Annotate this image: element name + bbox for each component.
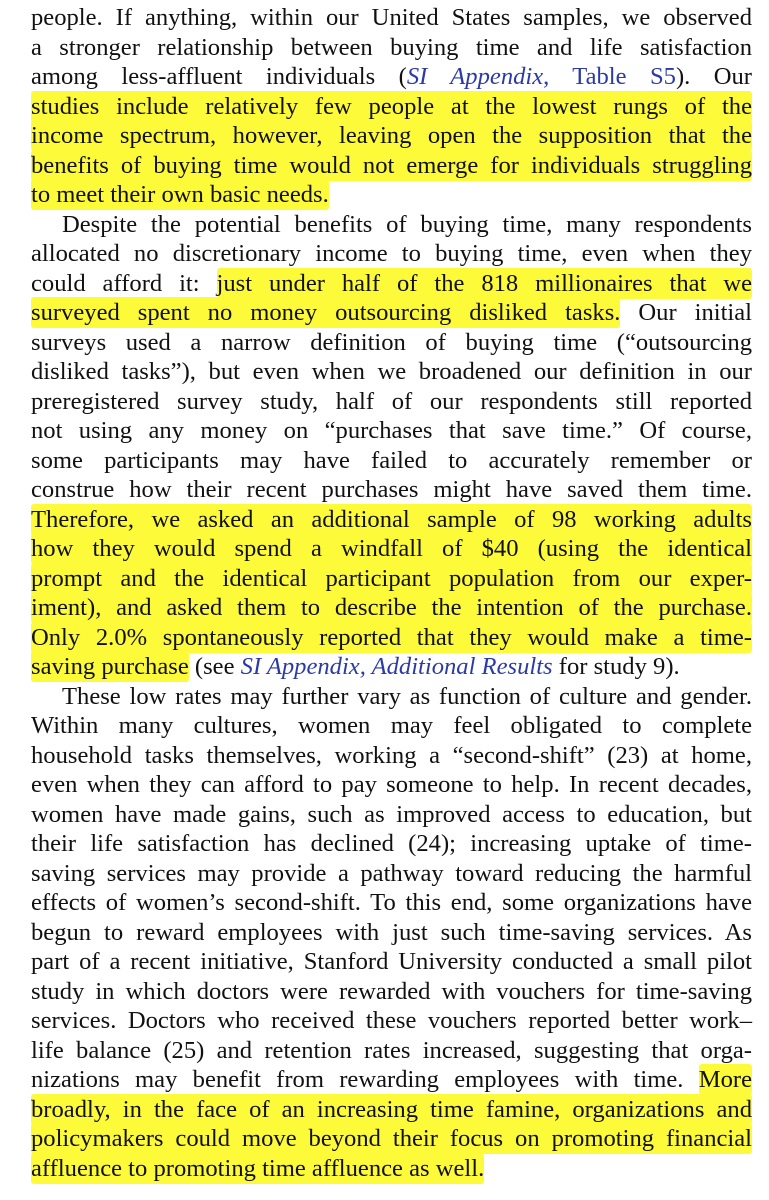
text-line bbox=[31, 652, 752, 682]
text-line bbox=[31, 947, 752, 977]
text-run: These low rates may further vary as function of culture and gender. bbox=[62, 682, 752, 710]
highlighted-text: Therefore, we asked an additional sample of 98 working adults bbox=[31, 505, 752, 533]
text-run: construe how their recent purchases might have saved them time. bbox=[31, 476, 752, 503]
text-line bbox=[31, 505, 752, 535]
highlighted-text: how they would spend a windfall of $40 (using the identical bbox=[31, 535, 752, 562]
text-line bbox=[31, 62, 752, 92]
text-run: their life satisfaction has declined (24); increasing uptake of time- bbox=[31, 830, 752, 857]
text-line bbox=[31, 416, 752, 446]
highlighted-text: affluence to promoting time affluence as well. bbox=[31, 1154, 485, 1182]
highlighted-text: prompt and the identical participant population from our exper- bbox=[31, 564, 752, 592]
text-line bbox=[31, 1006, 752, 1036]
text-run: disliked tasks”), but even when we broadened our definition in our bbox=[31, 358, 752, 385]
highlighted-text: broadly, in the face of an increasing time famine, organizations and bbox=[31, 1095, 752, 1123]
citation-link[interactable] bbox=[407, 63, 543, 90]
citation-link[interactable] bbox=[241, 653, 553, 680]
highlighted-text: iment), and asked them to describe the intention of the purchase. bbox=[31, 594, 752, 621]
text-line bbox=[31, 682, 752, 712]
highlighted-text: Only 2.0% spontaneously reported that they would make a time- bbox=[31, 623, 752, 651]
highlighted-text: More bbox=[698, 1066, 752, 1093]
text-run: Within many cultures, women may feel obligated to complete bbox=[31, 712, 752, 739]
text-run: some participants may have failed to accurately remember or bbox=[31, 446, 752, 474]
text-run: not using any money on “purchases that save time.” Of course, bbox=[31, 417, 752, 444]
text-line bbox=[31, 151, 752, 181]
text-line bbox=[31, 1065, 752, 1095]
text-run: saving services may provide a pathway toward reducing the harmful bbox=[31, 859, 752, 887]
text-line bbox=[31, 859, 752, 889]
text-line bbox=[31, 741, 752, 771]
highlighted-text: benefits of buying time would not emerge for individuals struggling bbox=[31, 151, 752, 179]
text-line bbox=[31, 475, 752, 505]
text-run: (see bbox=[188, 653, 241, 680]
text-line bbox=[31, 180, 752, 210]
text-line bbox=[31, 298, 752, 328]
text-line bbox=[31, 446, 752, 476]
highlighted-text: surveyed spent no money outsourcing disliked tasks. bbox=[31, 299, 621, 326]
text-line bbox=[31, 623, 752, 653]
text-run: even when they can afford to pay someone to help. In recent decades, bbox=[31, 771, 752, 798]
text-run: services. Doctors who received these vouchers reported better work– bbox=[31, 1007, 752, 1034]
text-run: for study 9). bbox=[552, 653, 680, 680]
text-run: surveys used a narrow definition of buying time (“outsourcing bbox=[31, 328, 752, 356]
highlighted-text: policymakers could move beyond their focus on promoting financial bbox=[31, 1125, 752, 1152]
text-line bbox=[31, 210, 752, 240]
text-run: people. If anything, within our United States samples, we observed bbox=[31, 4, 752, 31]
text-line bbox=[31, 239, 752, 269]
text-run: part of a recent initiative, Stanford University conducted a small pilot bbox=[31, 948, 752, 975]
citation-link[interactable]: , Table S5 bbox=[543, 63, 676, 90]
text-run: could afford it: bbox=[31, 269, 217, 297]
text-run: Our initial bbox=[620, 299, 752, 326]
text-line bbox=[31, 387, 752, 417]
text-line bbox=[31, 800, 752, 830]
highlighted-text: income spectrum, however, leaving open the supposition that the bbox=[31, 122, 752, 149]
italic-text: SI Appendix bbox=[406, 63, 544, 90]
text-line bbox=[31, 1154, 752, 1184]
text-run: effects of women’s second-shift. To this end, some organizations have bbox=[31, 889, 752, 916]
highlighted-text: to meet their own basic needs. bbox=[31, 181, 329, 208]
text-line bbox=[31, 534, 752, 564]
text-run: ). Our bbox=[675, 63, 752, 90]
text-run: life balance (25) and retention rates increased, suggesting that orga- bbox=[31, 1036, 752, 1064]
text-line bbox=[31, 328, 752, 358]
text-run: study in which doctors were rewarded with vouchers for time-saving bbox=[31, 977, 752, 1005]
text-line bbox=[31, 1095, 752, 1125]
text-line bbox=[31, 888, 752, 918]
text-line bbox=[31, 593, 752, 623]
highlighted-text: just under half of the 818 millionaires that we bbox=[216, 269, 752, 297]
text-line bbox=[31, 357, 752, 387]
highlighted-text: studies include relatively few people at the lowest rungs of the bbox=[31, 92, 752, 120]
text-line bbox=[31, 711, 752, 741]
text-line bbox=[31, 829, 752, 859]
text-run: allocated no discretionary income to buying time, even when they bbox=[31, 240, 752, 267]
text-line bbox=[31, 1124, 752, 1154]
text-line bbox=[31, 3, 752, 33]
text-line bbox=[31, 918, 752, 948]
text-run: nizations may benefit from rewarding employees with time. bbox=[31, 1066, 699, 1093]
text-line bbox=[31, 1036, 752, 1066]
text-line bbox=[31, 977, 752, 1007]
text-run: preregistered survey study, half of our respondents still reported bbox=[31, 387, 752, 415]
text-run: among less-affluent individuals ( bbox=[31, 63, 407, 90]
text-line bbox=[31, 33, 752, 63]
text-line bbox=[31, 121, 752, 151]
text-run: a stronger relationship between buying time and life satisfaction bbox=[31, 33, 752, 61]
text-run: Despite the potential benefits of buying time, many respondents bbox=[62, 210, 752, 238]
text-line bbox=[31, 92, 752, 122]
text-line bbox=[31, 564, 752, 594]
text-run: women have made gains, such as improved access to education, but bbox=[31, 800, 752, 828]
highlighted-text: saving purchase bbox=[31, 653, 189, 680]
italic-text: SI Appendix, Additional Results bbox=[240, 653, 553, 680]
text-run: household tasks themselves, working a “second-shift” (23) at home, bbox=[31, 741, 752, 769]
text-line bbox=[31, 269, 752, 299]
text-line bbox=[31, 770, 752, 800]
text-run: begun to reward employees with just such time-saving services. As bbox=[31, 918, 752, 946]
